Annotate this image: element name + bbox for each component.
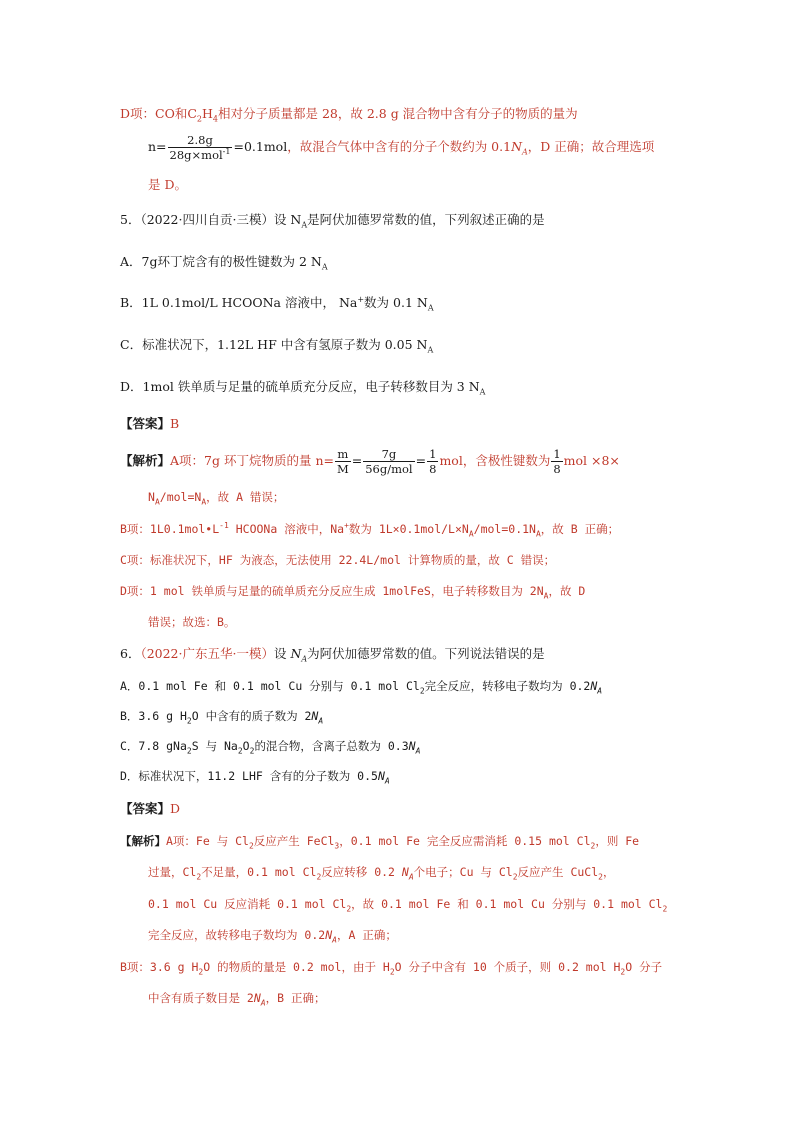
sub: 2 <box>662 904 668 914</box>
text: 为阿伏加德罗常数的值。下列说法错误的是 <box>307 646 545 661</box>
text: O 的物质的量是 0.2 mol，由于 H <box>203 960 390 974</box>
sup: + <box>344 521 349 531</box>
q5-answer <box>120 416 179 432</box>
text: B项：1L0.1mol•L <box>120 522 220 536</box>
sub: 2 <box>419 686 425 696</box>
text: 0.1 mol Cu 反应消耗 0.1 mol Cl <box>148 897 347 911</box>
sub: A <box>318 716 324 726</box>
q6-option-c <box>120 738 420 754</box>
sub: 2 <box>196 114 202 124</box>
sub: 2 <box>186 746 192 756</box>
answer-label: 【答案】 <box>120 416 171 431</box>
sub: A <box>535 529 541 539</box>
sub: 2 <box>248 841 254 851</box>
q5-analysis-c <box>120 552 555 568</box>
text: B．3.6 g H <box>120 709 187 723</box>
sub: A <box>479 387 486 397</box>
sub: A <box>384 776 390 786</box>
q5-option-a <box>120 254 328 270</box>
answer-label: 【答案】 <box>120 801 171 816</box>
text: ，故 B 正确； <box>540 522 620 536</box>
sub: 2 <box>620 967 626 977</box>
text: 反应产生 FeCl <box>253 834 335 848</box>
text: n= <box>148 139 167 154</box>
text: /mol=N <box>159 490 202 504</box>
text: ，故混合气体中含有的分子个数约为 0.1 <box>287 139 512 154</box>
text: D项：1 mol 铁单质与足量的硫单质充分反应生成 1molFeS，电子转移数目为 2N <box>120 584 544 598</box>
q6-analysis-line5 <box>120 959 662 975</box>
text: C．标准状况下，1.12L HF 中含有氢原子数为 0.05 N <box>120 337 428 352</box>
answer-value: D <box>170 801 181 816</box>
q5-analysis-line2 <box>148 489 284 505</box>
sub: A <box>597 686 603 696</box>
text: ，故 0.1 mol Fe 和 0.1 mol Cu 分别与 0.1 mol Cl <box>351 897 663 911</box>
sub: 2 <box>512 872 518 882</box>
text: ， <box>602 865 615 879</box>
text: 数为 0.1 N <box>364 295 428 310</box>
sub: 2 <box>598 872 603 882</box>
numerator: m <box>335 447 351 462</box>
sub: 2 <box>186 716 192 726</box>
q6-option-d <box>120 768 390 784</box>
text: H <box>202 106 213 121</box>
q6-analysis-line2 <box>148 864 614 880</box>
denominator: 56g/mol <box>365 462 413 476</box>
text: ，0.1 mol Fe 完全反应需消耗 0.15 mol Cl <box>339 834 591 848</box>
q5-analysis-line1: 【解析】A项：7g 环丁烷物质的量 n= $\frac{m}{M}$ = $\frac{7g}{\text{56g/mol}}$ = $\frac{1}{8}$ mol，含极性键数为 $\frac{1}{8}$ mol ×8× <box>120 447 620 476</box>
sub: 2 <box>249 746 255 756</box>
text: 6． <box>120 646 141 661</box>
q6-analysis-line1 <box>120 833 639 849</box>
q5-option-d <box>120 379 485 395</box>
sub: A <box>427 303 434 313</box>
sub: 2 <box>237 746 243 756</box>
sub: 2 <box>346 904 352 914</box>
q4-option-d-line1 <box>120 106 578 122</box>
text: B项：3.6 g H <box>120 960 199 974</box>
fraction <box>551 447 562 476</box>
text: ，故 A 错误； <box>206 490 285 504</box>
text: A．0.1 mol Fe 和 0.1 mol Cu 分别与 0.1 mol Cl <box>120 679 420 693</box>
denominator: 8 <box>553 462 561 476</box>
text: 过量，Cl <box>148 865 197 879</box>
text: N <box>401 865 409 879</box>
q4-option-d-line2 <box>148 132 654 162</box>
text: HCOONa 溶液中，Na <box>228 522 345 536</box>
text: 的混合物，含离子总数为 0.3 <box>254 739 409 753</box>
text: A项：Fe 与 Cl <box>166 834 249 848</box>
text: C．7.8 gNa <box>120 739 187 753</box>
text: 设 <box>273 646 291 661</box>
text: mol ×8× <box>563 453 620 468</box>
text: A项：7g 环丁烷物质的量 n= <box>170 453 334 468</box>
denominator: 8 <box>429 462 437 476</box>
q6-analysis-line4 <box>148 927 397 943</box>
text: 个电子；Cu 与 Cl <box>413 865 513 879</box>
text: 反应转移 0.2 <box>321 865 402 879</box>
q5-analysis-d <box>120 583 585 599</box>
text: ，A 正确； <box>336 928 397 942</box>
text: O 中含有的质子数为 2 <box>191 709 312 723</box>
q6-option-a <box>120 678 602 694</box>
q5-option-b <box>120 295 434 311</box>
sub: A <box>468 529 474 539</box>
analysis-label: 【解析】 <box>120 834 166 848</box>
sub: 4 <box>212 114 218 124</box>
sub: A <box>154 497 160 507</box>
sub: A <box>301 654 308 664</box>
fraction <box>363 447 414 476</box>
text: 是阿伏加德罗常数的值，下列叙述正确的是 <box>307 212 545 227</box>
text: N <box>590 679 598 693</box>
text: 28g×mol <box>169 148 223 162</box>
q6-title <box>120 646 545 662</box>
text: D．1mol 铁单质与足量的硫单质充分反应，电子转移数目为 3 N <box>120 379 480 394</box>
denominator <box>168 148 233 162</box>
q5-analysis-d-cont <box>148 614 235 630</box>
numerator: 1 <box>553 447 561 461</box>
text: 完全反应，转移电子数均为 0.2 <box>424 679 591 693</box>
q5-analysis-b <box>120 521 619 537</box>
q6-analysis-line6 <box>148 990 325 1006</box>
text: A．7g环丁烷含有的极性键数为 2 N <box>120 254 322 269</box>
text: ，B 正确； <box>265 991 326 1005</box>
fraction <box>168 133 233 162</box>
fraction <box>335 447 351 476</box>
text: 完全反应，故转移电子数均为 0.2 <box>148 928 326 942</box>
text: O 分子中含有 10 个质子，则 0.2 mol H <box>394 960 621 974</box>
text: N <box>408 739 416 753</box>
text: N <box>311 709 319 723</box>
sub: A <box>427 345 434 355</box>
numerator: 2.8g <box>168 133 233 148</box>
sub: 2 <box>316 872 322 882</box>
text: D项：CO和C <box>120 106 197 121</box>
text: O <box>242 739 250 753</box>
text: 数为 1L×0.1mol/L×N <box>348 522 469 536</box>
analysis-label: 【解析】 <box>120 453 171 468</box>
text: N <box>377 769 385 783</box>
source-tag: （2022·广东五华·一模） <box>140 646 274 661</box>
text: N <box>511 139 522 154</box>
text: D．标准状况下，11.2 LHF 含有的分子数为 0.5 <box>120 769 378 783</box>
text: 错误；故选：B。 <box>148 615 236 629</box>
q5-title <box>120 212 545 228</box>
sub: A <box>201 497 207 507</box>
q6-analysis-line3 <box>148 896 667 912</box>
fraction <box>427 447 438 476</box>
sub: 2 <box>590 841 596 851</box>
text: 相对分子质量都是 28，故 2.8 g 混合物中含有分子的物质的量为 <box>218 106 578 121</box>
sub: 2 <box>389 967 395 977</box>
q4-option-d-line3 <box>148 177 187 193</box>
sub: 2 <box>196 872 202 882</box>
text: 反应产生 CuCl <box>517 865 599 879</box>
sup: -1 <box>222 147 231 157</box>
text: S 与 Na <box>191 739 238 753</box>
q5-option-c <box>120 337 433 353</box>
sub: A <box>543 591 549 601</box>
sub: A <box>321 262 328 272</box>
text: mol，含极性键数为 <box>439 453 551 468</box>
sub: A <box>415 746 421 756</box>
q6-option-b <box>120 708 323 724</box>
text: 不足量，0.1 mol Cl <box>201 865 317 879</box>
text: 中含有质子数目是 2 <box>148 991 254 1005</box>
denominator: M <box>336 462 349 476</box>
q6-answer <box>120 801 180 817</box>
text: ，则 Fe <box>595 834 640 848</box>
numerator: 7g <box>363 447 414 462</box>
text: =0.1mol <box>233 139 288 154</box>
sub: 3 <box>334 841 340 851</box>
text: N <box>290 646 302 661</box>
sub: A <box>301 220 308 230</box>
text: B．1L 0.1mol/L HCOONa 溶液中， Na <box>120 295 358 310</box>
text: N <box>148 490 155 504</box>
sub: A <box>522 147 528 157</box>
text: 5．（2022·四川自贡·三模）设 N <box>120 212 302 227</box>
text: N <box>325 928 333 942</box>
numerator: 1 <box>429 447 437 461</box>
text: C项：标准状况下，HF 为液态，无法使用 22.4L/mol 计算物质的量，故 C 错误； <box>120 553 556 567</box>
text: O 分子 <box>625 960 663 974</box>
sup: + <box>357 294 365 304</box>
text: 是 D。 <box>148 177 187 192</box>
text: N <box>253 991 261 1005</box>
sub: A <box>260 998 266 1008</box>
text: ，故 D <box>548 584 586 598</box>
answer-value: B <box>170 416 180 431</box>
text: /mol=0.1N <box>473 522 536 536</box>
sup: -1 <box>219 521 229 531</box>
sub: A <box>408 872 414 882</box>
sub: A <box>332 935 337 945</box>
sub: 2 <box>198 967 204 977</box>
text: ，D 正确；故合理选项 <box>527 139 655 154</box>
